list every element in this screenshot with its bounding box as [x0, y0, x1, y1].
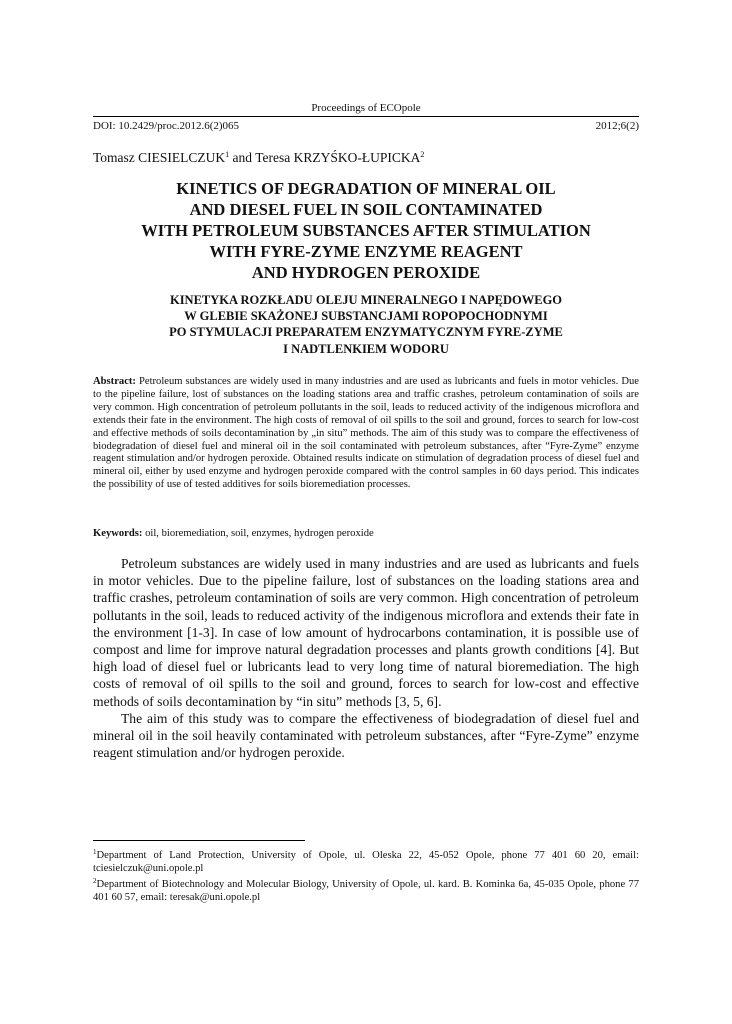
body-paragraph: The aim of this study was to compare the effectiveness of biodegradation of diesel fuel and mineral oil in the soil heavily contaminated with petroleum substances, after “Fyre-Zyme” enzyme reagent stimulation and/or hydrogen peroxide.	[93, 710, 639, 761]
title-line: WITH PETROLEUM SUBSTANCES AFTER STIMULATION	[141, 221, 591, 240]
header-rule	[93, 116, 639, 117]
title-line: I NADTLENKIEM WODORU	[283, 341, 449, 356]
abstract-label: Abstract:	[93, 376, 136, 387]
title-line: KINETYKA ROZKŁADU OLEJU MINERALNEGO I NAPĘDOWEGO	[169, 293, 563, 307]
journal-header: Proceedings of ECOpole	[311, 102, 421, 114]
title-line: PO STYMULACJI PREPARATEM ENZYMATYCZNYM FYRE-ZYME	[169, 325, 563, 340]
title-line: AND DIESEL FUEL IN SOIL CONTAMINATED	[189, 200, 543, 219]
footnotes	[93, 846, 639, 904]
footnote-text: Department of Biotechnology and Molecular Biology, University of Opole, ul. kard. B. Kominka 6a, 45-035 Opole, phone 77 401 60 57, email: teresak@uni.opole.pl	[93, 879, 639, 903]
authors	[93, 146, 639, 167]
keywords	[93, 527, 639, 540]
abstract-text: Petroleum substances are widely used in many industries and are used as lubricants and fuels in motor vehicles. Due to the pipeline failure, lost of substances on the loading stations area and traffic crashes, petroleum contamination of soils are very common. High concentration of petroleum pollutants in the soil, leads to reduced activity of the indigenous microflora and extends their fate in the environment. The high costs of removal of oil spills to the soil and ground, forces to search for low-cost and effective methods of soils decontamination by „in situ” methods. The aim of this study was to compare the effectiveness of biodegradation of diesel fuel and mineral oil in the soil contaminated with petroleum substances, after “Fyre-Zyme” enzyme reagent stimulation and/or hydrogen peroxide. Obtained results indicate on stimulation of degradation process of diesel fuel and mineral oil, either by used enzyme and hydrogen peroxide compared with the control samples in 60 days period. This indicates the possibility of use of tested additives for soils bioremediation processes.	[93, 376, 639, 491]
keywords-label: Keywords:	[93, 528, 143, 539]
author-1: Tomasz CIESIELCZUK	[93, 150, 226, 165]
footnote-text: Department of Land Protection, University of Opole, ul. Oleska 22, 45-052 Opole, phone 77 401 60 20, email: tciesielczuk@uni.opole.pl	[93, 850, 639, 874]
body-text	[93, 555, 639, 761]
title-line: WITH FYRE-ZYME ENZYME REAGENT	[209, 242, 523, 261]
abstract	[93, 376, 639, 492]
title-line: W GLEBIE SKAŻONEJ SUBSTANCJAMI ROPOPOCHODNYMI	[184, 309, 548, 324]
body-paragraph: Petroleum substances are widely used in many industries and are used as lubricants and fuels in motor vehicles. Due to the pipeline failure, lost of substances on the loading stations area and traffic crashes, petroleum contamination of soils are very common. High concentration of petroleum pollutants in the soil, leads to reduced activity of the indigenous microflora and extends their fate in the environment [1-3]. In case of low amount of hydrocarbons contamination, it is possible use of compost and lime for improve natural degradation processes and plants growth conditions [4]. But high load of diesel fuel or lubricants lead to very long time of natural bioremediation. The high costs of removal of oil spills to the soil and ground, forces to search for low-cost and effective methods of soils decontamination by “in situ” methods [3, 5, 6].	[93, 556, 639, 709]
author-2-affiliation-mark: 2	[420, 150, 425, 159]
footnote-mark: 1	[93, 848, 97, 856]
doi-line	[93, 119, 639, 133]
title-line: KINETICS OF DEGRADATION OF MINERAL OIL	[176, 179, 556, 198]
footnote-1	[93, 846, 639, 875]
footnote-mark: 2	[93, 877, 97, 886]
author-1-affiliation-mark: 1	[225, 150, 230, 159]
volume-issue: 2012;6(2)	[595, 120, 639, 132]
keywords-text: oil, bioremediation, soil, enzymes, hydrogen peroxide	[145, 528, 374, 539]
footnote-2	[93, 875, 639, 904]
author-conjunction: and	[232, 150, 253, 165]
footnote-rule	[93, 840, 305, 841]
doi: DOI: 10.2429/proc.2012.6(2)065	[93, 120, 240, 132]
title-english	[93, 178, 639, 283]
title-polish	[93, 292, 639, 357]
author-2: Teresa KRZYŚKO-ŁUPICKA	[255, 150, 421, 165]
title-line: AND HYDROGEN PEROXIDE	[251, 263, 481, 282]
